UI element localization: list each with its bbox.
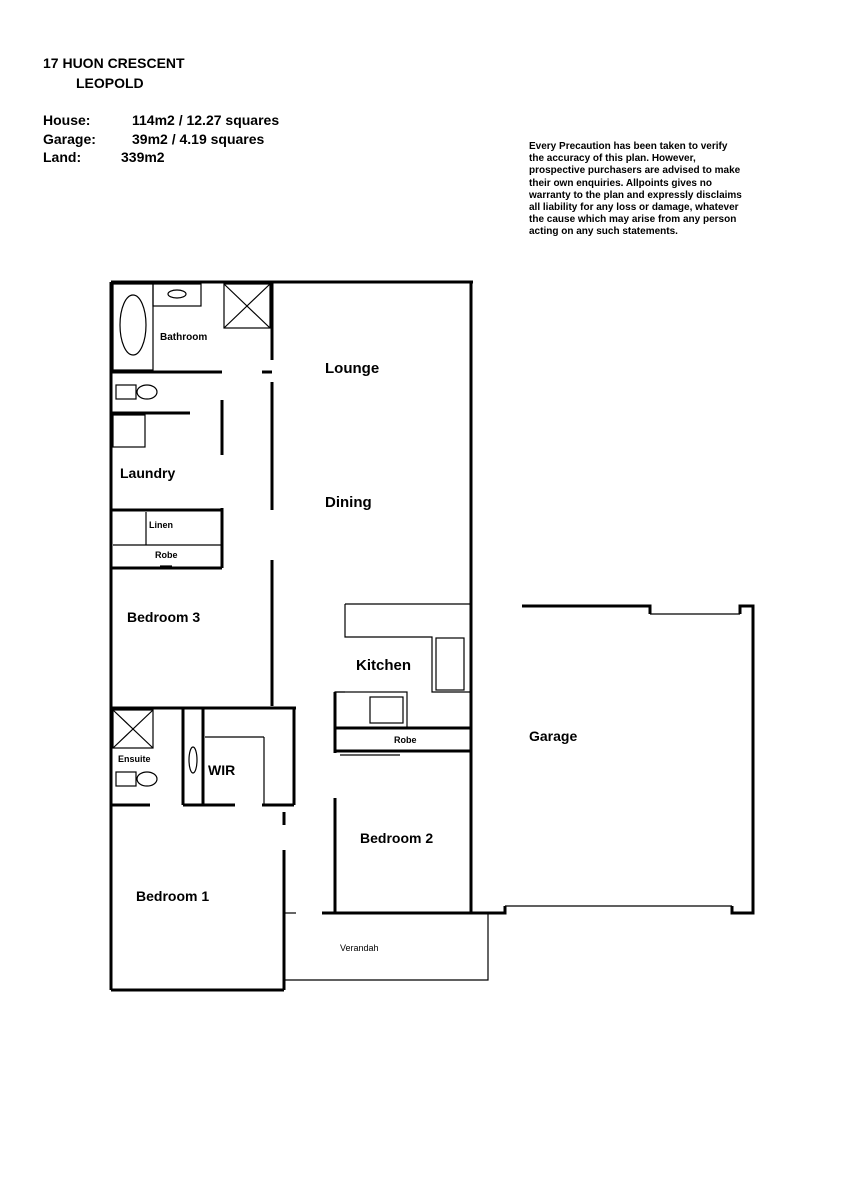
toilet-icon — [116, 385, 157, 399]
house-area: 114m2 / 12.27 squares — [132, 112, 280, 128]
interior-walls — [111, 282, 471, 990]
robe-label-bed2: Robe — [394, 735, 417, 745]
linen-label: Linen — [149, 520, 173, 530]
robe-label-bed3: Robe — [155, 550, 178, 560]
bedroom3-label: Bedroom 3 — [127, 609, 201, 625]
bath-icon — [113, 284, 153, 370]
garage-label: Garage: — [43, 131, 96, 147]
address-line-1: 17 HUON CRESCENT — [43, 55, 185, 71]
wir-label: WIR — [208, 762, 236, 778]
garage-walls — [471, 606, 753, 913]
bathroom-label: Bathroom — [160, 332, 208, 343]
fixtures — [113, 284, 464, 786]
bedroom1-label: Bedroom 1 — [136, 888, 210, 904]
laundry-label: Laundry — [120, 465, 176, 481]
land-area: 339m2 — [121, 149, 165, 165]
disclaimer-line: prospective purchasers are advised to make — [529, 165, 741, 177]
basin-icon — [168, 290, 186, 298]
ensuite-toilet-icon — [116, 772, 157, 786]
bedroom2-label: Bedroom 2 — [360, 830, 434, 846]
disclaimer-line: warranty to the plan and expressly disclaims — [529, 189, 742, 201]
garage-area: 39m2 / 4.19 squares — [132, 131, 265, 147]
verandah-outline — [284, 913, 488, 980]
disclaimer-line: their own enquiries. Allpoints gives no — [529, 177, 712, 189]
disclaimer-line: all liability for any loss or damage, whatever — [529, 202, 739, 214]
laundry-tub-icon — [113, 415, 145, 447]
address-line-2: LEOPOLD — [76, 75, 144, 91]
sink-icon — [370, 697, 403, 723]
house-label: House: — [43, 112, 91, 128]
disclaimer-line: the cause which may arise from any person — [529, 214, 737, 226]
kitchen-label: Kitchen — [356, 657, 412, 674]
vanity-icon — [153, 284, 201, 306]
exterior-walls — [111, 282, 500, 990]
ensuite-label: Ensuite — [118, 754, 151, 764]
bathtub-icon — [120, 295, 146, 355]
stove-icon — [436, 638, 464, 690]
shower-icon — [224, 284, 270, 328]
dining-label: Dining — [325, 494, 372, 511]
ensuite-shower-icon — [113, 710, 153, 748]
land-label: Land: — [43, 149, 82, 165]
ensuite-basin-icon — [189, 747, 197, 773]
room-labels — [118, 332, 577, 953]
disclaimer-line: acting on any such statements. — [529, 226, 678, 238]
garage-label: Garage — [529, 728, 578, 744]
disclaimer-line: the accuracy of this plan. However, — [529, 153, 696, 165]
verandah-label: Verandah — [340, 943, 379, 953]
lounge-label: Lounge — [325, 360, 380, 377]
disclaimer-line: Every Precaution has been taken to verify — [529, 141, 728, 152]
